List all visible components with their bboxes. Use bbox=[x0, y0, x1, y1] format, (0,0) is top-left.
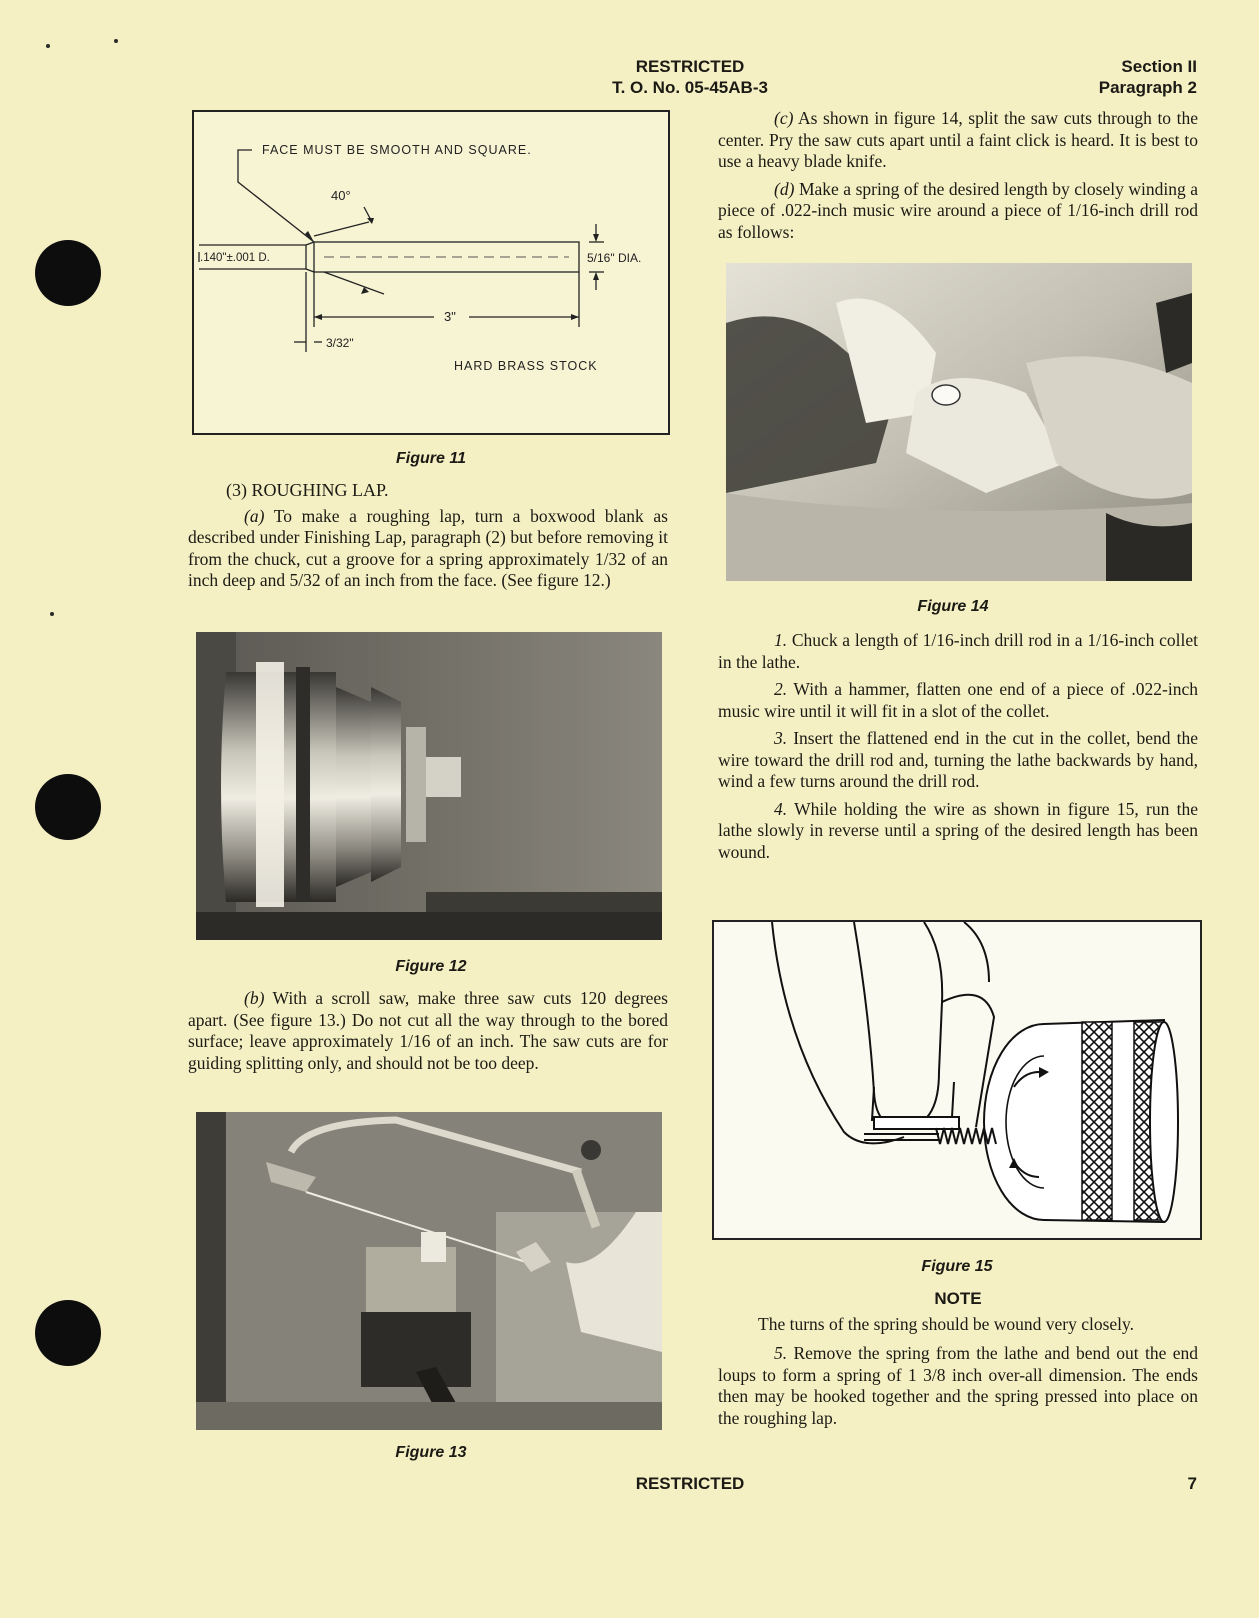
figure-15-drawing bbox=[712, 920, 1202, 1240]
step-3-text: Insert the flattened end in the cut in the collet, bend the wire toward the drill rod and, turning the lathe backwards by hand, wind a few turns around the drill rod. bbox=[718, 728, 1199, 791]
figure-13-photo bbox=[196, 1112, 662, 1430]
step-3 bbox=[718, 728, 1198, 793]
step-5-label: 5. bbox=[774, 1343, 788, 1363]
figure-13-caption: Figure 13 bbox=[395, 1444, 467, 1461]
scroll-saw-image bbox=[196, 1112, 662, 1430]
bore-label: .140"±.001 D. bbox=[200, 252, 270, 264]
step-5-text: Remove the spring from the lathe and bend out the end loups to form a spring of 1 3/8 inch over-all dimension. The ends then may be hooked together and the spring pressed into place on the roughing lap. bbox=[718, 1343, 1198, 1428]
page-header-center bbox=[560, 56, 820, 98]
header-classification: RESTRICTED bbox=[635, 57, 745, 76]
figure-14-photo bbox=[726, 263, 1192, 581]
paragraph-a-text: To make a roughing lap, turn a boxwood blank as described under Finishing Lap, paragraph (2) but before removing it from the chuck, cut a groove for a spring approximately 1/32 of an inch deep and 5/32 of an inch from the face. (See figure 12.) bbox=[188, 505, 668, 590]
step-4 bbox=[718, 799, 1198, 864]
page-header-right bbox=[1099, 56, 1197, 98]
step-2 bbox=[718, 679, 1198, 722]
note-heading: NOTE bbox=[934, 1289, 982, 1308]
figure-12-caption: Figure 12 bbox=[395, 958, 467, 975]
paragraph-b-text: With a scroll saw, make three saw cuts 120 degrees apart. (See figure 13.) Do not cut all the way through to the bored surface; leave approximately 1/16 of an inch. The saw cuts are for guiding splitting only, and should not be too deep. bbox=[188, 988, 668, 1073]
binder-hole bbox=[35, 240, 101, 306]
splitting-lap-image bbox=[726, 263, 1192, 581]
right-column-bottom bbox=[718, 1288, 1198, 1435]
paragraph-d-text: Make a spring of the desired length by closely winding a piece of .022-inch music wire around a piece of 1/16-inch drill rod as follows: bbox=[718, 178, 1199, 242]
speck bbox=[114, 39, 118, 43]
winding-spring-illustration bbox=[714, 922, 1200, 1238]
step-1 bbox=[718, 630, 1198, 673]
paragraph-a bbox=[188, 506, 668, 592]
speck bbox=[50, 612, 54, 616]
paragraph-d bbox=[718, 179, 1198, 244]
header-paragraph: Paragraph 2 bbox=[1098, 78, 1197, 97]
paragraph-a-label: (a) bbox=[244, 505, 265, 526]
speck bbox=[46, 44, 50, 48]
binder-hole bbox=[35, 1300, 101, 1366]
stock-label: HARD BRASS STOCK bbox=[454, 359, 598, 373]
step-4-label: 4. bbox=[774, 798, 788, 819]
step-5 bbox=[718, 1343, 1198, 1429]
left-column-middle bbox=[188, 988, 668, 1080]
page-number: 7 bbox=[1187, 1474, 1197, 1493]
header-to-number: T. O. No. 05-45AB-3 bbox=[612, 78, 768, 97]
paragraph-b-label: (b) bbox=[244, 988, 265, 1008]
note-text: The turns of the spring should be wound very closely. bbox=[758, 1313, 1135, 1334]
figure-11-drawing bbox=[192, 110, 670, 435]
lap-on-lathe-image bbox=[196, 632, 662, 940]
angle-label: 40° bbox=[331, 188, 351, 203]
step-3-label: 3. bbox=[774, 728, 788, 748]
face-note-label: FACE MUST BE SMOOTH AND SQUARE. bbox=[262, 143, 532, 157]
figure-12-photo bbox=[196, 632, 662, 940]
binder-hole bbox=[35, 774, 101, 840]
section-heading: (3) ROUGHING LAP. bbox=[226, 480, 389, 500]
paragraph-c-text: As shown in figure 14, split the saw cuts through to the center. Pry the saw cuts apart until a faint click is heard. It is best to use a heavy blade knife. bbox=[718, 108, 1199, 171]
figure-15-caption: Figure 15 bbox=[921, 1258, 993, 1275]
right-column-top bbox=[718, 108, 1198, 249]
offset-label: 3/32" bbox=[326, 336, 354, 350]
step-1-label: 1. bbox=[774, 630, 788, 650]
header-section: Section II bbox=[1121, 57, 1197, 76]
left-column-top bbox=[188, 480, 668, 598]
diameter-label: 5/16" DIA. bbox=[587, 251, 642, 265]
step-2-label: 2. bbox=[774, 679, 788, 699]
paragraph-b bbox=[188, 988, 668, 1074]
step-2-text: With a hammer, flatten one end of a piece of .022-inch music wire until it will fit in a slot of the collet. bbox=[718, 679, 1198, 721]
step-1-text: Chuck a length of 1/16-inch drill rod in a 1/16-inch collet in the lathe. bbox=[718, 630, 1199, 672]
footer-classification: RESTRICTED bbox=[635, 1474, 745, 1493]
figure-11-caption: Figure 11 bbox=[396, 450, 466, 467]
lap-dimension-diagram bbox=[194, 112, 668, 433]
length-label: 3" bbox=[444, 309, 456, 324]
figure-14-caption: Figure 14 bbox=[917, 598, 989, 615]
step-4-text: While holding the wire as shown in figure 15, run the lathe slowly in reverse until a spring of the desired length has been wound. bbox=[718, 798, 1198, 862]
paragraph-d-label: (d) bbox=[774, 178, 795, 199]
paragraph-c bbox=[718, 108, 1198, 173]
paragraph-c-label: (c) bbox=[774, 108, 794, 128]
right-column-steps bbox=[718, 630, 1198, 869]
